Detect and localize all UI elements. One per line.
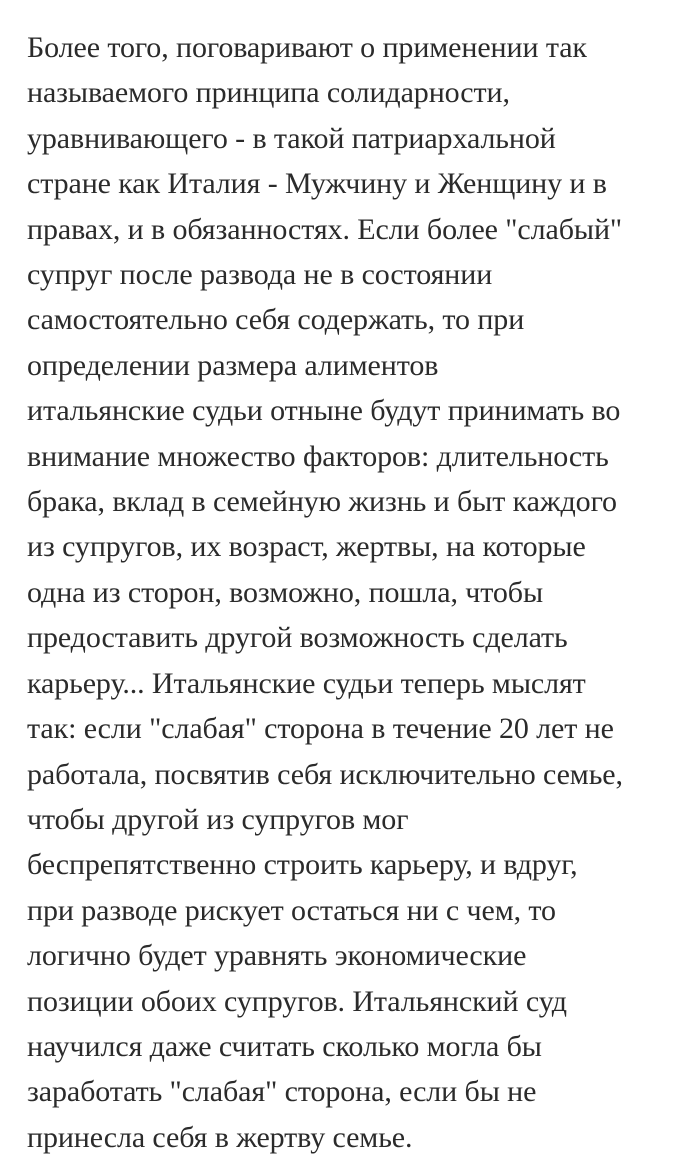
paragraph-line: при разводе рискует остаться ни с чем, то bbox=[27, 893, 556, 927]
paragraph-line: из супругов, их возраст, жертвы, на которые bbox=[27, 530, 586, 564]
paragraph-line: беспрепятственно строить карьеру, и вдруг, bbox=[27, 848, 578, 882]
paragraph-line: называемого принципа солидарности, bbox=[27, 76, 510, 110]
paragraph-line: карьеру... Итальянские судьи теперь мыслят bbox=[27, 666, 586, 700]
paragraph-line: логично будет уравнять экономические bbox=[27, 939, 527, 973]
paragraph-line: принесла себя в жертву семье. bbox=[27, 1120, 413, 1154]
paragraph-line: одна из сторон, возможно, пошла, чтобы bbox=[27, 575, 544, 609]
paragraph-line: научился даже считать сколько могла бы bbox=[27, 1029, 542, 1063]
paragraph-line: позиции обоих супругов. Итальянский суд bbox=[27, 984, 567, 1018]
paragraph-line: работала, посвятив себя исключительно семье, bbox=[27, 757, 623, 791]
paragraph-line: брака, вклад в семейную жизнь и быт каждого bbox=[27, 485, 617, 519]
paragraph-line: супруг после развода не в состоянии bbox=[27, 258, 493, 292]
paragraph-line: так: если "слабая" сторона в течение 20 лет не bbox=[27, 712, 614, 746]
paragraph-line: самостоятельно себя содержать, то при bbox=[27, 303, 525, 337]
paragraph-line: внимание множество факторов: длительность bbox=[27, 439, 609, 473]
paragraph-line: определении размера алиментов bbox=[27, 348, 439, 382]
paragraph-line: заработать "слабая" сторона, если бы не bbox=[27, 1075, 537, 1109]
paragraph-line: предоставить другой возможность сделать bbox=[27, 621, 568, 655]
article-paragraph bbox=[27, 25, 687, 1160]
paragraph-line: стране как Италия - Мужчину и Женщину и в bbox=[27, 167, 607, 201]
paragraph-line: чтобы другой из супругов мог bbox=[27, 802, 409, 836]
paragraph-line: итальянские судьи отныне будут принимать во bbox=[27, 394, 621, 428]
paragraph-line: Более того, поговаривают о применении так bbox=[27, 31, 587, 64]
paragraph-line: правах, и в обязанностях. Если более "слабый" bbox=[27, 212, 623, 246]
paragraph-line: уравнивающего - в такой патриархальной bbox=[27, 121, 556, 155]
